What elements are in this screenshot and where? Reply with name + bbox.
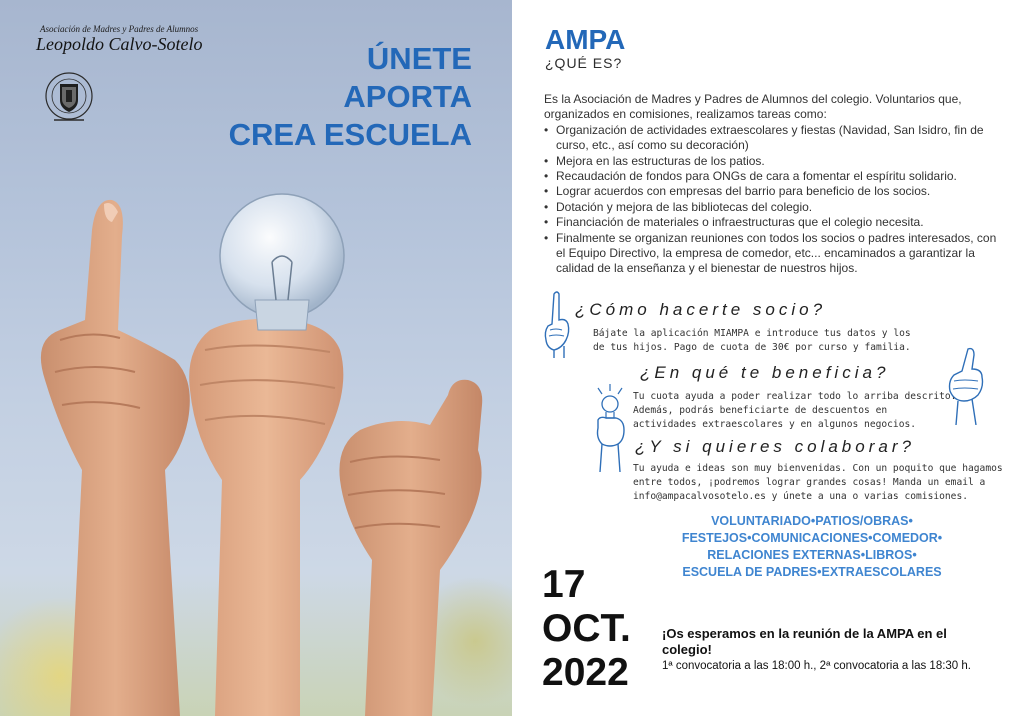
committee-line: RELACIONES EXTERNAS•LIBROS•: [707, 548, 917, 562]
intro-section: [544, 92, 1004, 277]
answer-benefit: [633, 390, 956, 432]
intro-text: Es la Asociación de Madres y Padres de Alumnos del colegio. Voluntarios que, organizados en comisiones, realizamos tareas como:: [544, 92, 962, 122]
ampa-subtitle: ¿QUÉ ES?: [545, 55, 623, 71]
pointing-hand: [41, 200, 190, 716]
answer-line: Tu cuota ayuda a poder realizar todo lo arriba descrito.: [633, 391, 957, 402]
task-item: • Lograr acuerdos con empresas del barrio para beneficio de los socios.: [544, 184, 1004, 199]
slogan: [229, 40, 472, 154]
task-item: • Mejora en las estructuras de los patios.: [544, 154, 1004, 169]
task-item: • Organización de actividades extraescolares y fiestas (Navidad, San Isidro, fin de curso, etc., así como su decoración): [544, 123, 1004, 154]
slogan-line-2: APORTA: [343, 79, 472, 114]
answer-collaborate: [633, 462, 1003, 504]
task-list: [544, 123, 1004, 277]
date-year: 2022: [542, 651, 629, 694]
task-item: • Recaudación de fondos para ONGs de cara a fomentar el espíritu solidario.: [544, 169, 1004, 184]
ampa-title: AMPA: [545, 24, 626, 55]
fist-holding-bulb: [189, 319, 343, 716]
pointing-hand-icon: [542, 290, 572, 358]
answer-line: Bájate la aplicación MIAMPA e introduce tus datos y los: [593, 328, 911, 339]
lightbulb: [220, 194, 344, 330]
school-crest-icon: [44, 70, 94, 124]
answer-line: de tus hijos. Pago de cuota de 30€ por curso y familia.: [593, 342, 911, 353]
answer-line: actividades extraescolares y en algunos negocios.: [633, 419, 917, 430]
meeting-info: [662, 626, 992, 673]
answer-line: Además, podrás beneficiarte de descuentos en: [633, 405, 888, 416]
committee-line: FESTEJOS•COMUNICACIONES•COMEDOR•: [681, 531, 943, 545]
date-month: OCT.: [542, 607, 631, 650]
thumbs-up-hand: [339, 380, 482, 716]
association-name: Leopoldo Calvo-Sotelo: [36, 34, 203, 54]
slogan-line-1: ÚNETE: [366, 41, 472, 76]
question-join: ¿Cómo hacerte socio?: [575, 300, 827, 319]
info-panel: [512, 0, 1024, 716]
answer-join: [593, 327, 911, 355]
question-collaborate: ¿Y si quieres colaborar?: [635, 437, 915, 456]
task-item: • Financiación de materiales o infraestructuras que el colegio necesita.: [544, 215, 1004, 230]
lightbulb-hand-icon: [592, 382, 628, 472]
meeting-date: [542, 563, 631, 695]
meeting-title: ¡Os esperamos en la reunión de la AMPA en el colegio!: [662, 626, 947, 657]
question-benefit: ¿En qué te beneficia?: [640, 363, 890, 382]
meeting-detail: 1ª convocatoria a las 18:00 h., 2ª convocatoria a las 18:30 h.: [662, 660, 971, 672]
committee-list: [652, 513, 972, 581]
answer-line: entre todos, ¡podremos lograr grandes cosas! Manda un email a: [633, 477, 986, 488]
task-item: • Finalmente se organizan reuniones con todos los socios o padres interesados, con el Equipo Directivo, la empresa de comedor, etc... encaminados a garantizar la calidad de la enseñanza y el bienestar de nuestros hijos.: [544, 231, 1004, 277]
association-subtitle: Asociación de Madres y Padres de Alumnos: [40, 24, 199, 34]
committee-line: VOLUNTARIADO•PATIOS/OBRAS•: [711, 514, 913, 528]
committee-line: ESCUELA DE PADRES•EXTRAESCOLARES: [682, 565, 942, 579]
date-day: 17: [542, 563, 586, 606]
answer-line: Tu ayuda e ideas son muy bienvenidas. Con un poquito que hagamos: [633, 463, 1003, 474]
slogan-line-3: CREA ESCUELA: [228, 117, 472, 152]
answer-line: info@ampacalvosotelo.es y únete a una o varias comisiones.: [633, 491, 969, 502]
task-item: • Dotación y mejora de las bibliotecas del colegio.: [544, 200, 1004, 215]
